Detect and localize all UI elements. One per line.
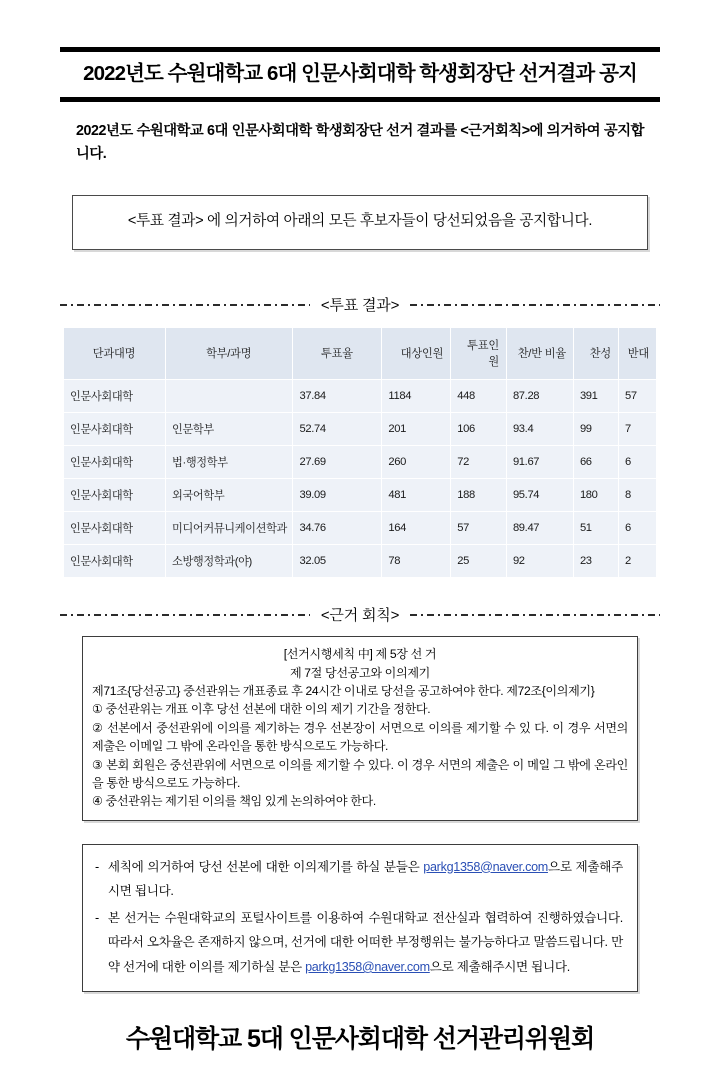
table-row: [64, 512, 657, 545]
page-title: 2022년도 수원대학교 6대 인문사회대학 학생회장단 선거결과 공지: [83, 62, 637, 85]
cell-voter-count: 72: [451, 446, 507, 479]
rules-clause-3: ③ 본회 회원은 중선관위에 서면으로 이의를 제기할 수 있다. 이 경우 서면의 제출은 이 메일 그 밖에 온라인을 통한 방식으로도 가능하다.: [92, 757, 628, 790]
cell-college: 인문사회대학: [64, 413, 166, 446]
cell-eligible-count: 201: [382, 413, 451, 446]
cell-college: 인문사회대학: [64, 512, 166, 545]
column-header-approval-ratio: 찬/반 비율: [506, 328, 573, 380]
cell-turnout-rate: 32.05: [293, 545, 382, 578]
cell-turnout-rate: 37.84: [293, 380, 382, 413]
cell-department: 법·행정학부: [165, 446, 293, 479]
note1-text-before: 세칙에 의거하여 당선 선본에 대한 이의제기를 하실 분들은: [107, 859, 424, 874]
vote-results-table: [63, 327, 657, 578]
rules-clause-2: ② 선본에서 중선관위에 이의를 제기하는 경우 선본장이 서면으로 이의를 제기할 수 있 다. 이 경우 서면의 제출은 이메일 그 밖에 온라인을 통한 방식으로도 가능하다.: [92, 720, 628, 754]
cell-turnout-rate: 27.69: [293, 446, 382, 479]
separator-dash-right: [410, 614, 660, 616]
list-item: [95, 855, 623, 904]
note-text-objection: [108, 855, 623, 904]
separator-dash-left: [60, 614, 310, 616]
note1-text-after: 제출해주시면 됩니다.: [107, 859, 623, 899]
column-header-voter-count: 투표인원: [451, 328, 507, 380]
announcement-box: [72, 195, 648, 250]
rules-heading-section: 제 7절 당선공고와 이의제기: [289, 665, 431, 680]
note2-text-before: 본 선거는 수원대학교의 포털사이트를 이용하여 수원대학교 전산실과 협력하여 진행하였습니다. 따라서 오차율은 존재하지 않으며, 선거에 대한 어떠한 부정행위는 불가능하다고 말씀드립니다. 만약 선거에 대한 이의를 제기하실 분은: [107, 910, 623, 974]
cell-yes-votes: 99: [573, 413, 618, 446]
cell-college: 인문사회대학: [64, 479, 166, 512]
vote-results-label: <투표 결과>: [320, 297, 400, 315]
cell-yes-votes: 391: [573, 380, 618, 413]
column-header-yes-votes: 찬성: [573, 328, 618, 380]
table-row: [64, 380, 657, 413]
rules-separator: [60, 604, 660, 625]
cell-eligible-count: 164: [382, 512, 451, 545]
cell-turnout-rate: 39.09: [293, 479, 382, 512]
rules-heading-chapter: [선거시행세칙 中] 제 5장 선 거: [283, 647, 437, 662]
cell-turnout-rate: 52.74: [293, 413, 382, 446]
table-body: [64, 380, 657, 578]
vote-results-separator: [60, 294, 660, 315]
cell-eligible-count: 481: [382, 479, 451, 512]
separator-dash-right: [410, 304, 660, 306]
rules-clause-1: ① 중선관위는 개표 이후 당선 선본에 대한 이의 제기 기간을 정한다.: [92, 702, 431, 717]
cell-voter-count: 106: [451, 413, 507, 446]
cell-eligible-count: 1184: [382, 380, 451, 413]
cell-eligible-count: 78: [382, 545, 451, 578]
document-page: [0, 47, 720, 1087]
cell-approval-ratio: 87.28: [506, 380, 573, 413]
rules-clause-4: ④ 중선관위는 제기된 이의를 책임 있게 논의하여야 한다.: [92, 794, 376, 809]
cell-yes-votes: 66: [573, 446, 618, 479]
cell-yes-votes: 180: [573, 479, 618, 512]
cell-college: 인문사회대학: [64, 446, 166, 479]
table-header: [64, 328, 657, 380]
rules-label: <근거 회칙>: [320, 607, 400, 625]
separator-dash-left: [60, 304, 310, 306]
cell-department: 미디어커뮤니케이션학과: [165, 512, 293, 545]
cell-college: 인문사회대학: [64, 380, 166, 413]
column-header-turnout-rate: 투표율: [293, 328, 382, 380]
cell-approval-ratio: 93.4: [506, 413, 573, 446]
announcement-text: <투표 결과> 에 의거하여 아래의 모든 후보자들이 당선되었음을 공지합니다.: [127, 212, 593, 229]
cell-no-votes: 2: [619, 545, 657, 578]
note-bullet: -: [95, 859, 99, 874]
cell-voter-count: 448: [451, 380, 507, 413]
table-row: [64, 413, 657, 446]
cell-department: 소방행정학과(야): [165, 545, 293, 578]
note1-link-suffix: 으로: [547, 859, 572, 874]
results-table-wrapper: [60, 327, 660, 578]
cell-no-votes: 7: [619, 413, 657, 446]
cell-turnout-rate: 34.76: [293, 512, 382, 545]
cell-voter-count: 188: [451, 479, 507, 512]
column-header-eligible-count: 대상인원: [382, 328, 451, 380]
table-header-row: [64, 328, 657, 380]
table-row: [64, 545, 657, 578]
cell-no-votes: 6: [619, 512, 657, 545]
rules-box: [82, 636, 638, 820]
email-link[interactable]: parkg1358@naver.com: [305, 959, 430, 974]
cell-eligible-count: 260: [382, 446, 451, 479]
column-header-no-votes: 반대: [619, 328, 657, 380]
note-bullet: -: [95, 910, 99, 925]
cell-department: 인문학부: [165, 413, 293, 446]
email-link[interactable]: parkg1358@naver.com: [423, 859, 548, 874]
cell-voter-count: 57: [451, 512, 507, 545]
cell-yes-votes: 23: [573, 545, 618, 578]
cell-approval-ratio: 92: [506, 545, 573, 578]
note-text-process: [108, 906, 623, 980]
footer-committee-name: 수원대학교 5대 인문사회대학 선거관리위원회: [125, 1025, 595, 1054]
cell-voter-count: 25: [451, 545, 507, 578]
cell-approval-ratio: 89.47: [506, 512, 573, 545]
cell-college: 인문사회대학: [64, 545, 166, 578]
cell-no-votes: 6: [619, 446, 657, 479]
notes-box: [82, 844, 638, 993]
cell-yes-votes: 51: [573, 512, 618, 545]
cell-department: [165, 380, 293, 413]
note2-text-after: 으로 제출해주시면 됩니다.: [429, 959, 570, 974]
title-rule-bottom: [60, 97, 660, 102]
column-header-college: 단과대명: [64, 328, 166, 380]
cell-approval-ratio: 91.67: [506, 446, 573, 479]
table-row: [64, 479, 657, 512]
cell-no-votes: 57: [619, 380, 657, 413]
intro-paragraph: 2022년도 수원대학교 6대 인문사회대학 학생회장단 선거 결과를 <근거회칙>에 의거하여 공지합니다.: [76, 122, 644, 162]
cell-approval-ratio: 95.74: [506, 479, 573, 512]
cell-department: 외국어학부: [165, 479, 293, 512]
cell-no-votes: 8: [619, 479, 657, 512]
list-item: [95, 906, 623, 980]
rules-article-71: 제71조{당선공고} 중선관위는 개표종료 후 24시간 이내로 당선을 공고하여야 한다. 제72조{이의제기}: [92, 684, 595, 699]
table-row: [64, 446, 657, 479]
column-header-department: 학부/과명: [165, 328, 293, 380]
